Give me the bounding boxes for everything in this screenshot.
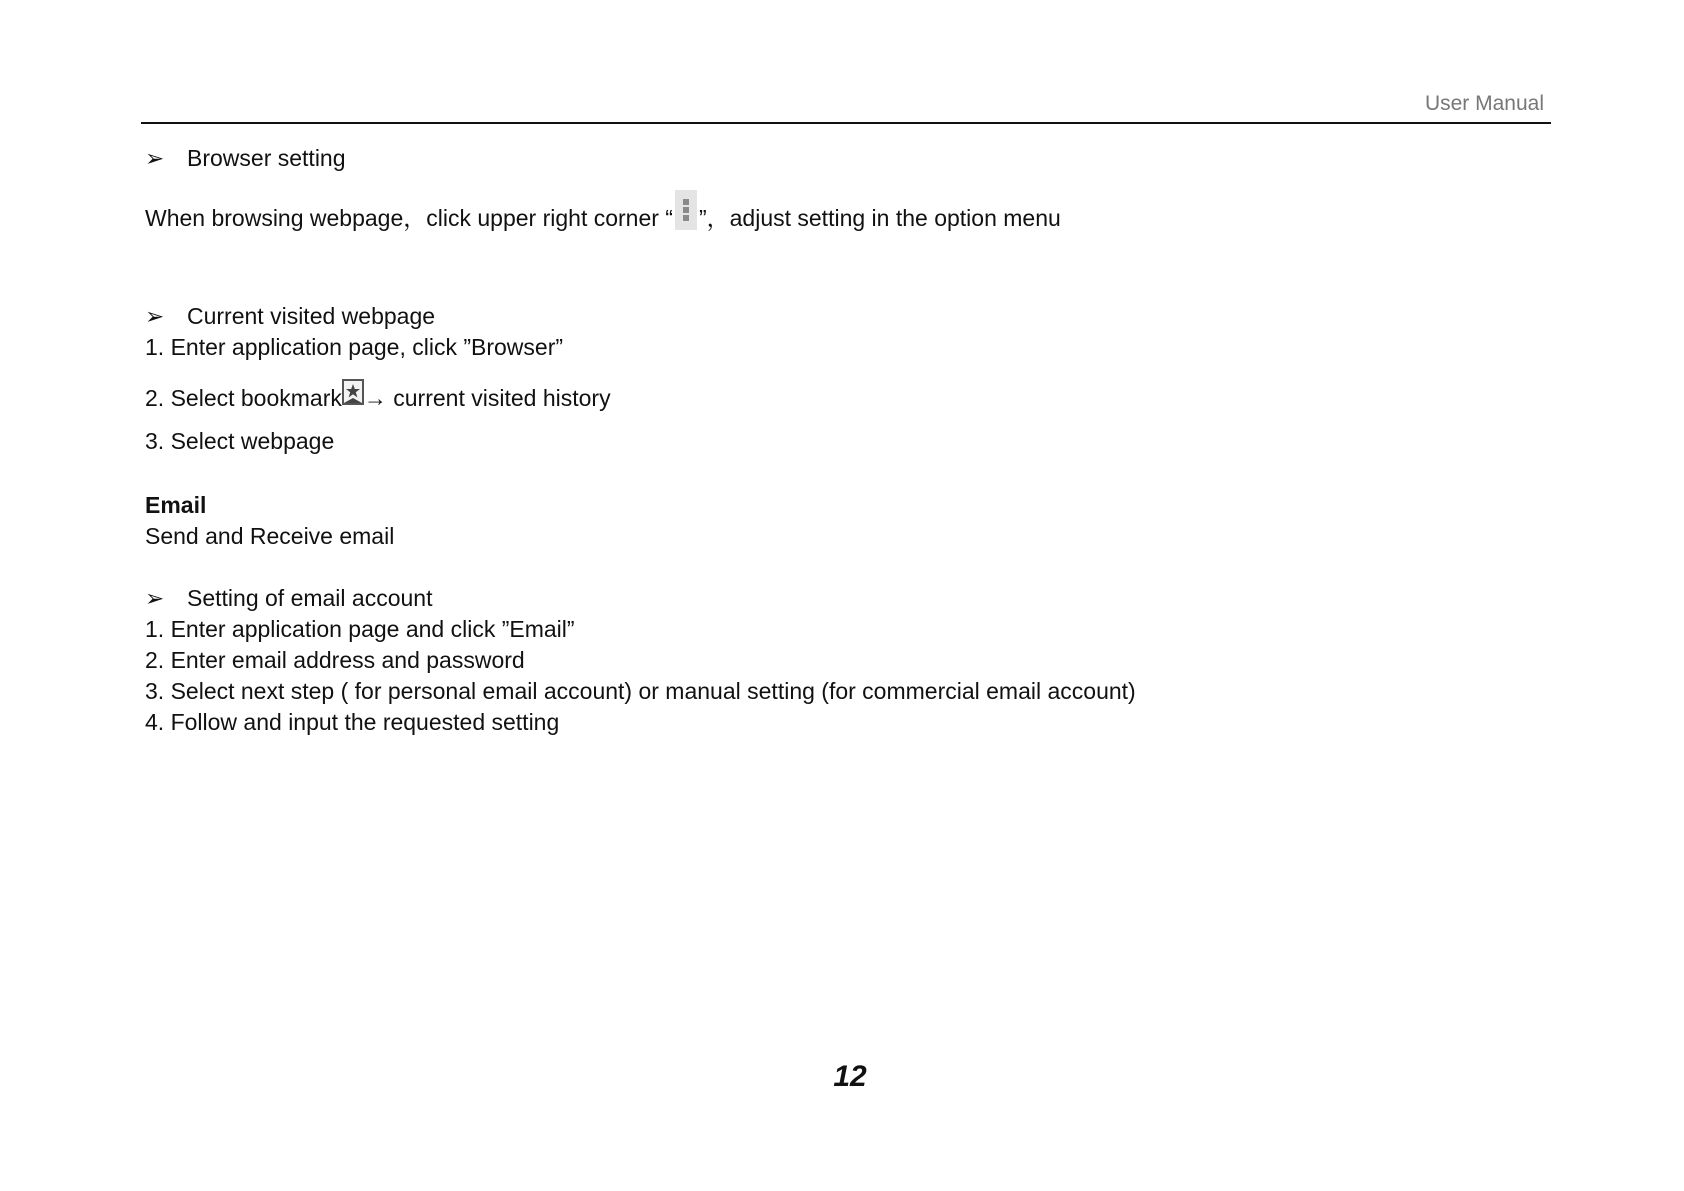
page-number: 12 [833,1060,867,1093]
header-label: User Manual [1424,92,1544,115]
current-visited-step-1: 1. Enter application page, click ”Browser” [145,334,564,360]
current-visited-step-3: 3. Select webpage [145,428,335,454]
instruction-text-after: ”，adjust setting in the option menu [698,205,1061,232]
header-rule [141,122,1551,124]
bullet-arrow-icon: ➢ [145,145,165,171]
email-account-step-4: 4. Follow and input the requested setting [145,709,560,735]
email-account-step-1: 1. Enter application page and click ”Email” [145,616,575,642]
bullet-arrow-icon: ➢ [145,585,165,611]
browser-setting-instruction [145,200,1061,240]
email-heading: Email [145,492,207,518]
email-account-heading [145,584,432,612]
step-2-text-before: 2. Select bookmark [145,385,342,411]
bookmark-icon [342,379,364,405]
browser-setting-title: Browser setting [187,145,346,171]
browser-setting-heading [145,144,346,172]
bullet-arrow-icon: ➢ [145,303,165,329]
instruction-text-before: When browsing webpage，click upper right corner “ [145,205,673,232]
email-account-step-3: 3. Select next step ( for personal email account) or manual setting (for commercial email account) [145,678,1136,704]
email-subtitle: Send and Receive email [145,523,395,549]
email-account-step-2: 2. Enter email address and password [145,647,525,673]
current-visited-heading [145,302,435,330]
current-visited-step-2 [145,384,611,413]
step-2-text-after: → current visited history [363,385,611,411]
current-visited-title: Current visited webpage [187,303,436,329]
email-account-title: Setting of email account [187,585,433,611]
more-vert-icon [675,190,697,230]
